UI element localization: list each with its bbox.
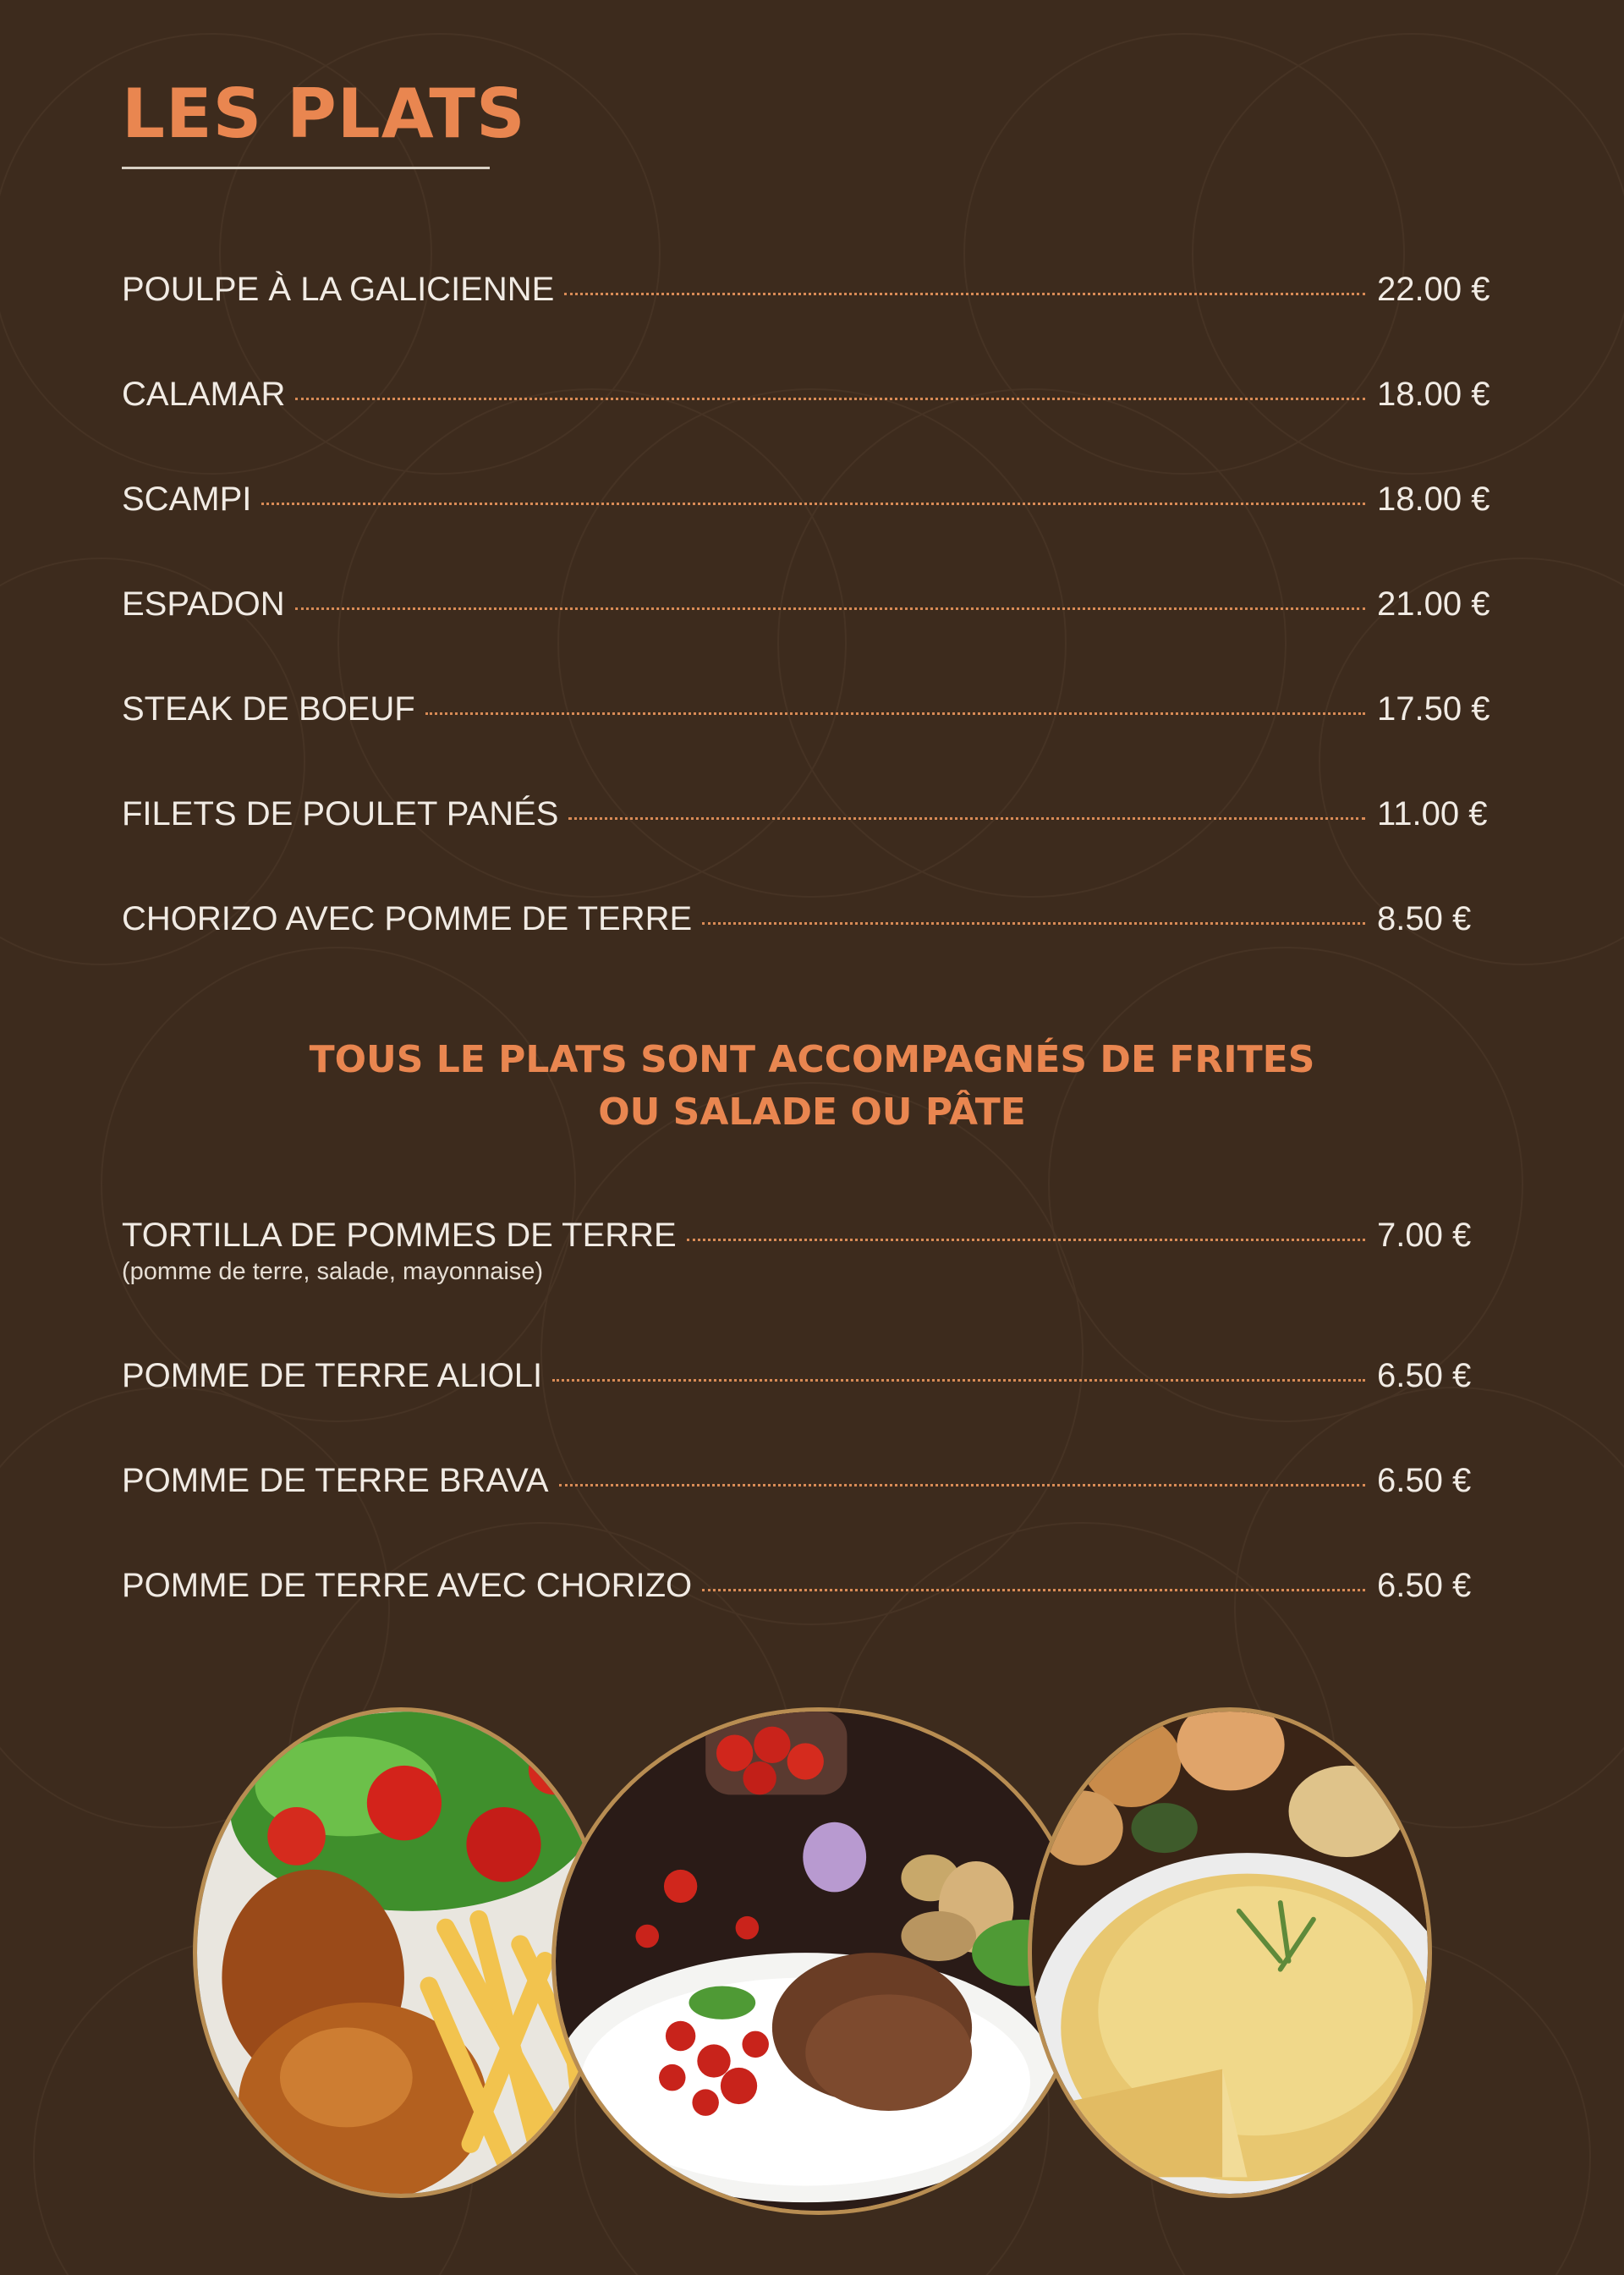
- dish-price: 11.00 €: [1377, 795, 1488, 833]
- menu-item: [122, 271, 1506, 321]
- dish-price: 6.50 €: [1377, 1462, 1472, 1499]
- dish-name: FILETS DE POULET PANÉS: [122, 795, 559, 833]
- dish-description: (pomme de terre, salade, mayonnaise): [122, 1258, 544, 1285]
- dish-name: POULPE À LA GALICIENNE: [122, 271, 555, 308]
- menu-item: [122, 585, 1506, 636]
- menu-item: [122, 1567, 1506, 1618]
- dotted-leader: [687, 1239, 1365, 1241]
- dish-price: 6.50 €: [1377, 1357, 1472, 1394]
- dish-price: 7.00 €: [1377, 1217, 1472, 1254]
- menu-item: [122, 900, 1506, 951]
- dish-price: 17.50 €: [1377, 690, 1490, 728]
- dish-name: ESPADON: [122, 585, 285, 623]
- dotted-leader: [295, 398, 1365, 400]
- dish-name: POMME DE TERRE AVEC CHORIZO: [122, 1567, 693, 1604]
- dish-name: SCAMPI: [122, 481, 252, 518]
- dish-price: 21.00 €: [1377, 585, 1490, 623]
- page-title: LES PLATS: [122, 74, 526, 153]
- spanish-tortilla-photo: [1028, 1707, 1432, 2198]
- dish-name: TORTILLA DE POMMES DE TERRE: [122, 1217, 677, 1254]
- dish-price: 18.00 €: [1377, 481, 1490, 518]
- dish-name: CALAMAR: [122, 376, 286, 413]
- title-underline: [122, 167, 490, 169]
- dotted-leader: [425, 712, 1365, 715]
- dotted-leader: [295, 607, 1365, 610]
- dish-name: STEAK DE BOEUF: [122, 690, 415, 728]
- menu-item: [122, 1357, 1506, 1408]
- dotted-leader: [702, 1589, 1365, 1591]
- dish-name: CHORIZO AVEC POMME DE TERRE: [122, 900, 693, 937]
- menu-item: [122, 481, 1506, 531]
- dish-price: 18.00 €: [1377, 376, 1490, 413]
- dotted-leader: [559, 1484, 1365, 1486]
- dish-price: 8.50 €: [1377, 900, 1472, 937]
- dish-price: 6.50 €: [1377, 1567, 1472, 1604]
- dotted-leader: [702, 922, 1365, 925]
- dotted-leader: [568, 817, 1365, 820]
- note-line-1: TOUS LE PLATS SONT ACCOMPAGNÉS DE FRITES: [309, 1038, 1315, 1081]
- menu-item: [122, 1462, 1506, 1513]
- dotted-leader: [564, 293, 1365, 295]
- dish-name: POMME DE TERRE ALIOLI: [122, 1357, 543, 1394]
- note-line-2: OU SALADE OU PÂTE: [598, 1091, 1026, 1134]
- grilled-meat-tomatoes-photo: [551, 1707, 1086, 2215]
- menu-item: [122, 1217, 1506, 1293]
- dotted-leader: [261, 503, 1365, 505]
- dish-price: 22.00 €: [1377, 271, 1490, 308]
- menu-item: [122, 376, 1506, 426]
- menu-item: [122, 795, 1506, 846]
- accompaniment-note: [0, 1034, 1624, 1139]
- dish-name: POMME DE TERRE BRAVA: [122, 1462, 549, 1499]
- dotted-leader: [552, 1379, 1365, 1382]
- menu-item: [122, 690, 1506, 741]
- roast-chicken-fries-salad-photo: [193, 1707, 609, 2198]
